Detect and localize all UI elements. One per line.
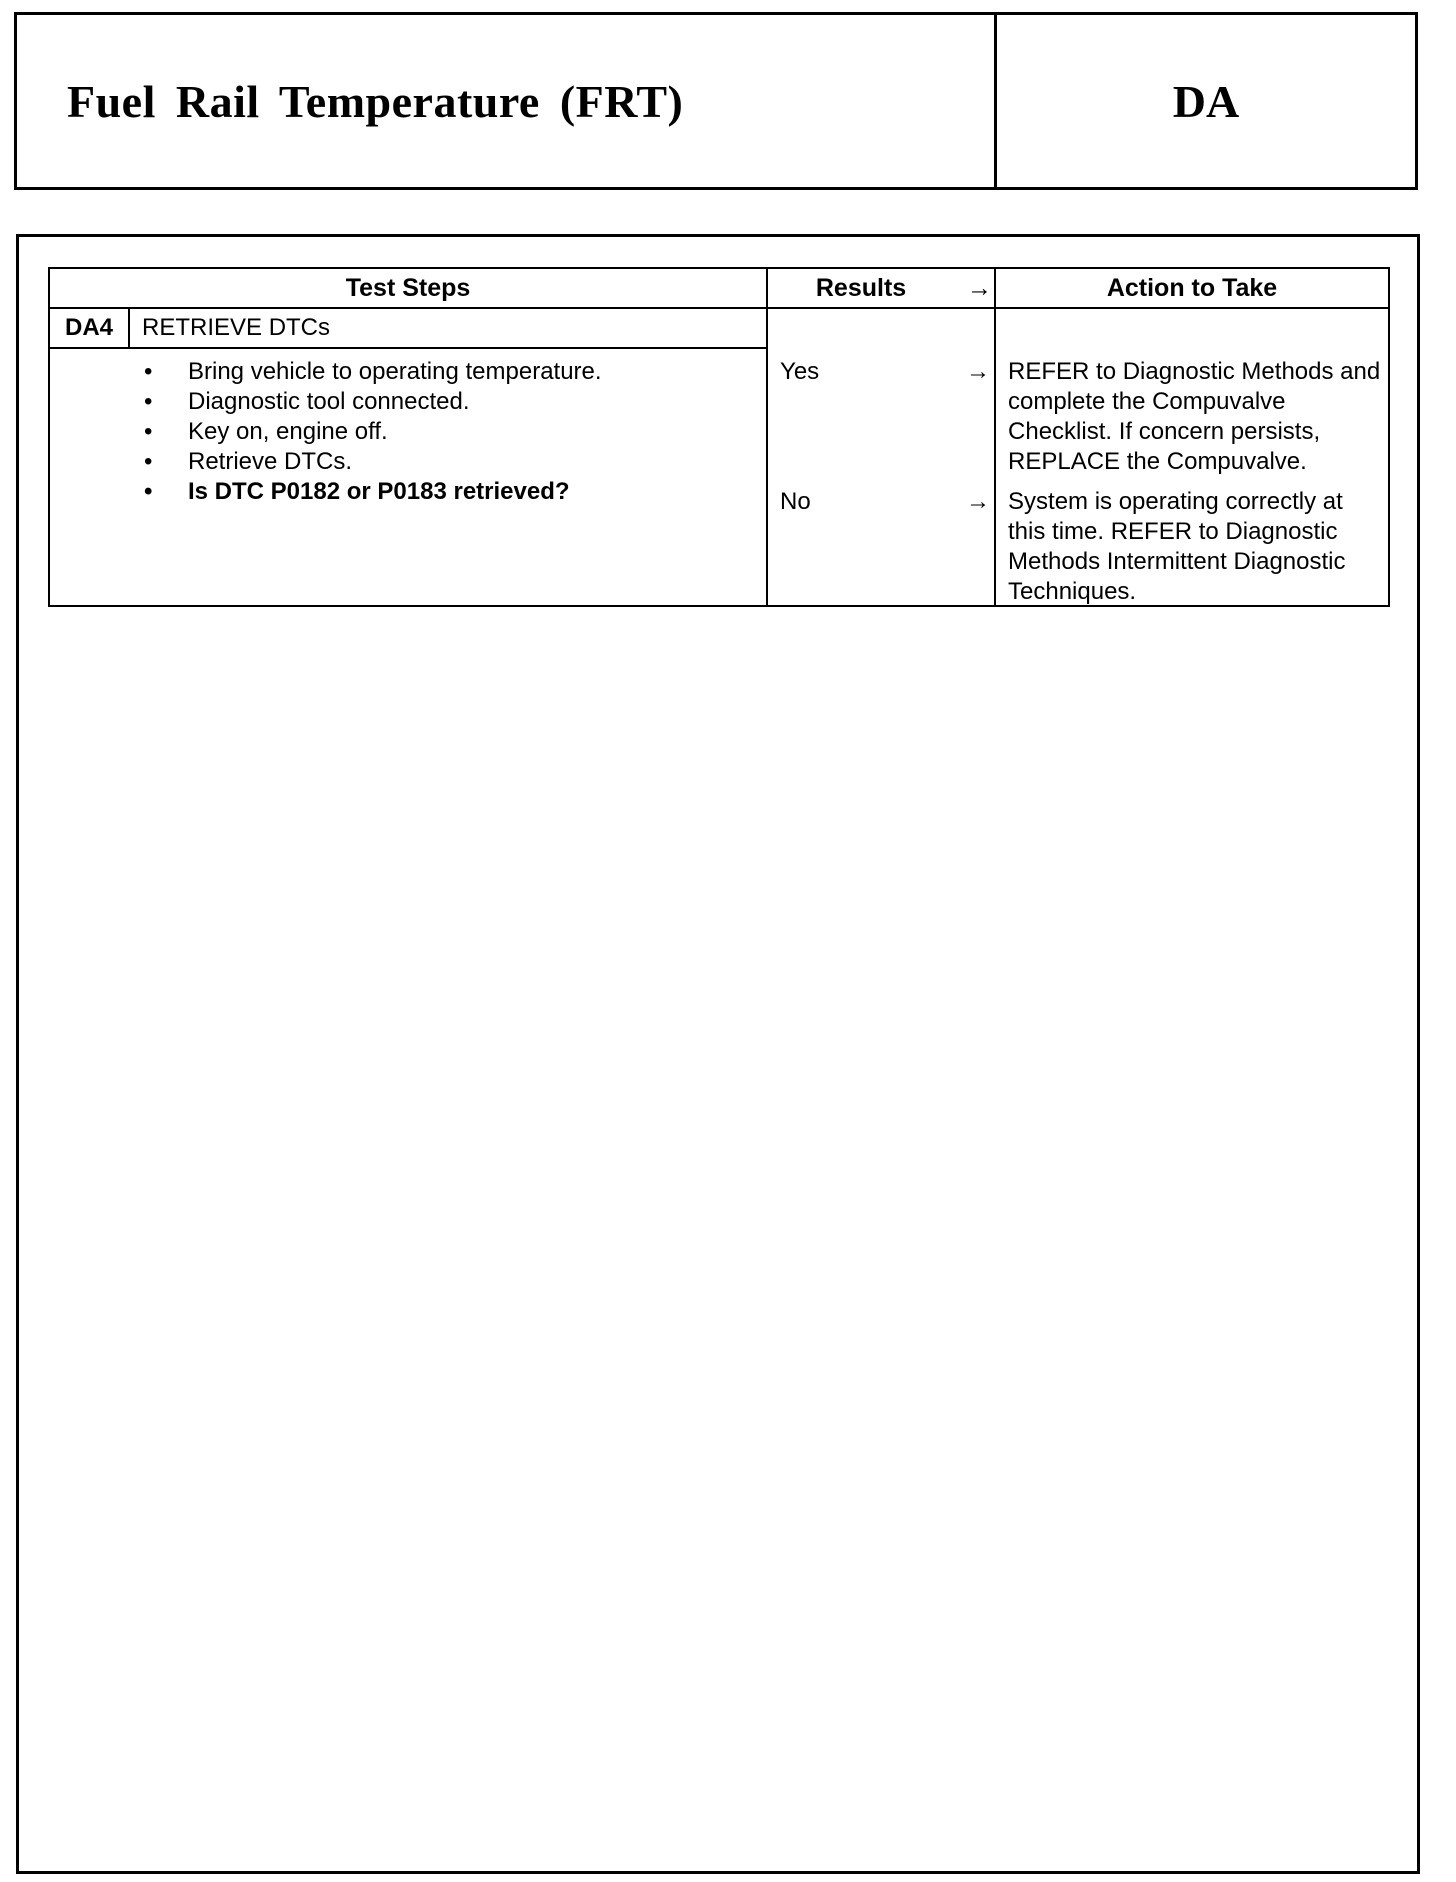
results-cell [767, 308, 995, 606]
header-code-cell [997, 15, 1415, 187]
header-title-cell [17, 15, 997, 187]
column-header-results [767, 268, 995, 308]
action-cell [995, 308, 1389, 606]
test-steps-table [48, 267, 1390, 607]
result-label: No [780, 488, 811, 515]
action-yes: REFER to Diagnostic Methods and complete the Compuvalve Checklist. If concern persists, REPLACE the Compuvalve. [1008, 358, 1381, 475]
results-header-label: Results [815, 274, 907, 302]
column-header-test-steps: Test Steps [49, 268, 767, 308]
step-id: DA4 [49, 308, 129, 348]
page-title: Fuel Rail Temperature (FRT) [67, 75, 684, 127]
right-arrow-icon: → [966, 358, 991, 385]
action-no: System is operating correctly at this time. REFER to Diagnostic Methods Intermittent Diagnostic Techniques. [1008, 488, 1346, 605]
list-item: • Diagnostic tool connected. [144, 387, 766, 417]
list-item: • Key on, engine off. [144, 417, 766, 447]
page-header [14, 12, 1418, 190]
right-arrow-icon: → [967, 274, 993, 302]
table-header-row [49, 268, 1389, 308]
list-item: • Retrieve DTCs. [144, 447, 766, 477]
result-yes [780, 357, 992, 387]
right-arrow-icon: → [966, 488, 991, 515]
instruction-list [50, 357, 766, 507]
list-item: • Bring vehicle to operating temperature. [144, 357, 766, 387]
step-title-row [49, 308, 1389, 348]
list-item-question: • Is DTC P0182 or P0183 retrieved? [144, 477, 766, 507]
section-code: DA [1172, 75, 1240, 127]
step-instructions [49, 348, 767, 606]
column-header-action: Action to Take [995, 268, 1389, 308]
result-no [780, 487, 992, 517]
result-label: Yes [780, 358, 820, 385]
step-name: RETRIEVE DTCs [129, 308, 767, 348]
